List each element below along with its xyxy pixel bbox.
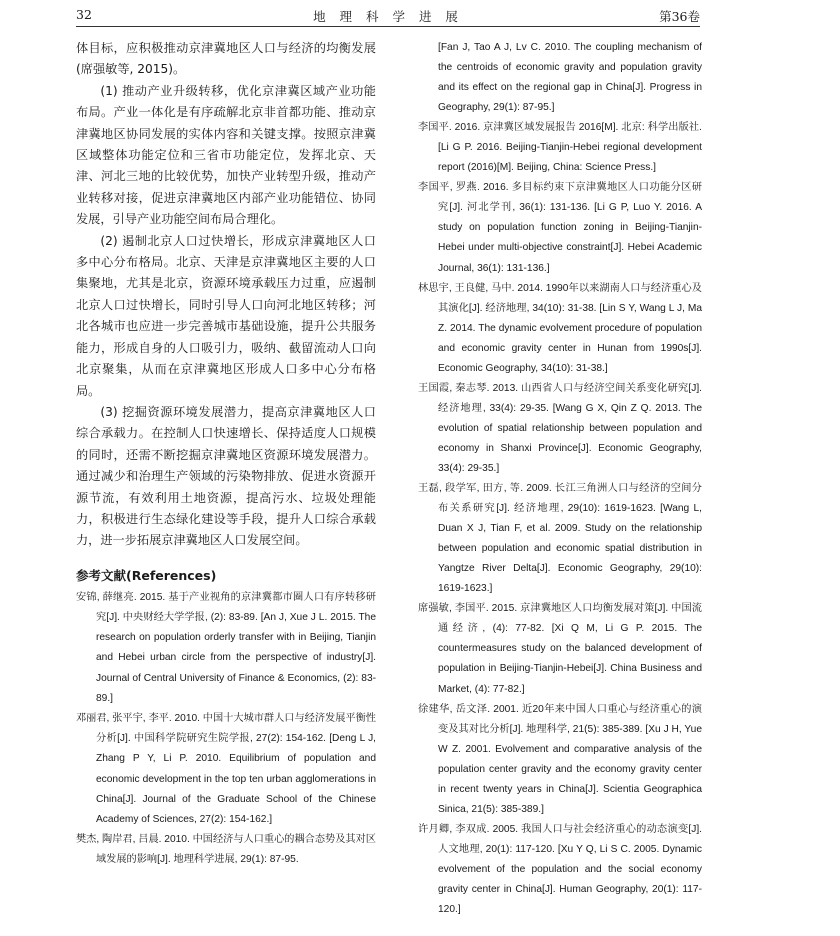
reference-entry: 邓丽君, 张平宇, 李平. 2010. 中国十大城市群人口与经济发展平衡性分析[J]. 中国科学院研究生院学报, 27(2): 154-162. [Deng L J, Zhang P Y, Li P. 2010. Equilibrium of population and economic development in the top ten urban agglomerations in China[J]. Journal of the Graduate School of the Chinese Academy of Sciences, 27(2): 154-162.] (76, 712, 376, 825)
reference-entry: 李国平, 罗燕. 2016. 多目标约束下京津冀地区人口功能分区研究[J]. 河北学刊, 36(1): 131-136. [Li G P, Luo Y. 2016. A study on population function zoning in Beijing-Tianjin-Hebei under multi-objective constraint[J]. Hebei Academic Journal, 36(1): 131-136.] (418, 182, 702, 274)
body-paragraph: (1) 推动产业升级转移，优化京津冀区域产业功能布局。产业一体化是有序疏解北京非首都功能、推动京津冀地区协同发展的实体内容和关键支撑。按照京津冀区域整体功能定位和三省市功能定位，发挥北京、天津、河北三地的比较优势，加快产业转型升级，推动产业转移对接，促进京津冀地区内部产业功能错位、协同发展，引导产业功能空间布局合理化。 (76, 83, 376, 227)
reference-entry: 席强敏, 李国平. 2015. 京津冀地区人口均衡发展对策[J]. 中国流通经济, (4): 77-82. [Xi Q M, Li G P. 2015. The countermeasures study on the balanced development of population in Beijing-Tianjin-Hebei[J]. China Business and Market, (4): 77-82.] (418, 603, 702, 695)
reference-entry: 徐建华, 岳文泽. 2001. 近20年来中国人口重心与经济重心的演变及其对比分析[J]. 地理科学, 21(5): 385-389. [Xu J H, Yue W Z. 2001. Evolvement and comparative analysis of the population center gravity and the economy gravity center in recent twenty years in China[J]. Scientia Geographica Sinica, 21(5): 385-389.] (418, 703, 702, 815)
reference-continuation: [Fan J, Tao A J, Lv C. 2010. The coupling mechanism of the centroids of economic gravity and population gravity and its effect on the regional gap in China[J]. Progress in Geography, 29(1): 87-95.] (438, 42, 702, 114)
header-rule (76, 26, 700, 27)
reference-entry: 林思宇, 王良健, 马中. 2014. 1990年以来湖南人口与经济重心及其演化[J]. 经济地理, 34(10): 31-38. [Lin S Y, Wang L J, Ma Z. 2014. The dynamic evolvement procedure of population and economic gravity center in Hunan from 1990s[J]. Economic Geography, 34(10): 31-38.] (418, 282, 702, 374)
reference-entry: 安锦, 薛继亮. 2015. 基于产业视角的京津冀都市圈人口有序转移研究[J]. 中央财经大学学报, (2): 83-89. [An J, Xue J L. 2015. The research on population orderly transfer with in Beijing, Tianjin and Hebei urban circle from the perspective of industry[J]. Journal of Central University of Finance & Economics, (2): 83-89.] (76, 591, 376, 704)
left-column (76, 38, 376, 871)
reference-entry: 李国平. 2016. 京津冀区域发展报告 2016[M]. 北京: 科学出版社. [Li G P. 2016. Beijing-Tianjin-Hebei regional development report (2016)[M]. Beijing, China: Science Press.] (418, 122, 702, 174)
reference-entry: 王磊, 段学军, 田方, 等. 2009. 长江三角洲人口与经济的空间分布关系研究[J]. 经济地理, 29(10): 1619-1623. [Wang L, Duan X J, Tian F, et al. 2009. Study on the relationship between population and economic spatial distribution in Yangtze River Delta[J]. Economic Geography, 29(10): 1619-1623.] (418, 483, 702, 595)
volume-label: 第36卷 (659, 9, 700, 24)
body-paragraph: (2) 遏制北京人口过快增长，形成京津冀地区人口多中心分布格局。北京、天津是京津冀地区主要的人口集聚地，尤其是北京，资源环境承载压力过重，应遏制北京人口过快增长，同时引导人口向河北地区转移；河北各城市也应进一步完善城市基础设施，提升公共服务能力，形成自身的人口吸引力，吸纳、截留流动人口向北京聚集，从而在京津冀地区形成人口多中心分布格局。 (76, 233, 376, 398)
reference-entry: 许月卿, 李双成. 2005. 我国人口与社会经济重心的动态演变[J]. 人文地理, 20(1): 117-120. [Xu Y Q, Li S C. 2005. Dynamic evolvement of the population and the social economy gravity center in China[J]. Human Geography, 20(1): 117-120.] (418, 823, 702, 916)
reference-entry: 王国霞, 秦志琴. 2013. 山西省人口与经济空间关系变化研究[J]. 经济地理, 33(4): 29-35. [Wang G X, Qin Z Q. 2013. The evolution of spatial relationship between population and economy in Shanxi Province[J]. Economic Geography, 33(4): 29-35.] (418, 382, 702, 474)
reference-entry: 樊杰, 陶岸君, 吕晨. 2010. 中国经济与人口重心的耦合态势及其对区域发展的影响[J]. 地理科学进展, 29(1): 87-95. (76, 834, 376, 866)
references-heading: 参考文献(References) (76, 567, 217, 583)
journal-title: 地 理 科 学 进 展 (313, 9, 463, 24)
running-header (76, 4, 700, 26)
page-number: 32 (76, 7, 92, 22)
right-column (418, 38, 702, 920)
body-paragraph: 体目标，应积极推动京津冀地区人口与经济的均衡发展(席强敏等, 2015)。 (76, 41, 376, 77)
body-paragraph: (3) 挖掘资源环境发展潜力，提高京津冀地区人口综合承载力。在控制人口快速增长、保持适度人口规模的同时，还需不断挖掘京津冀地区资源环境发展潜力。通过减少和治理生产领域的污染物排放、促进水资源开源节流，有效利用土地资源，提高污水、垃圾处理能力，积极进行生态绿化建设等手段，提升人口综合承载力，进一步拓展京津冀地区人口发展空间。 (76, 404, 376, 548)
